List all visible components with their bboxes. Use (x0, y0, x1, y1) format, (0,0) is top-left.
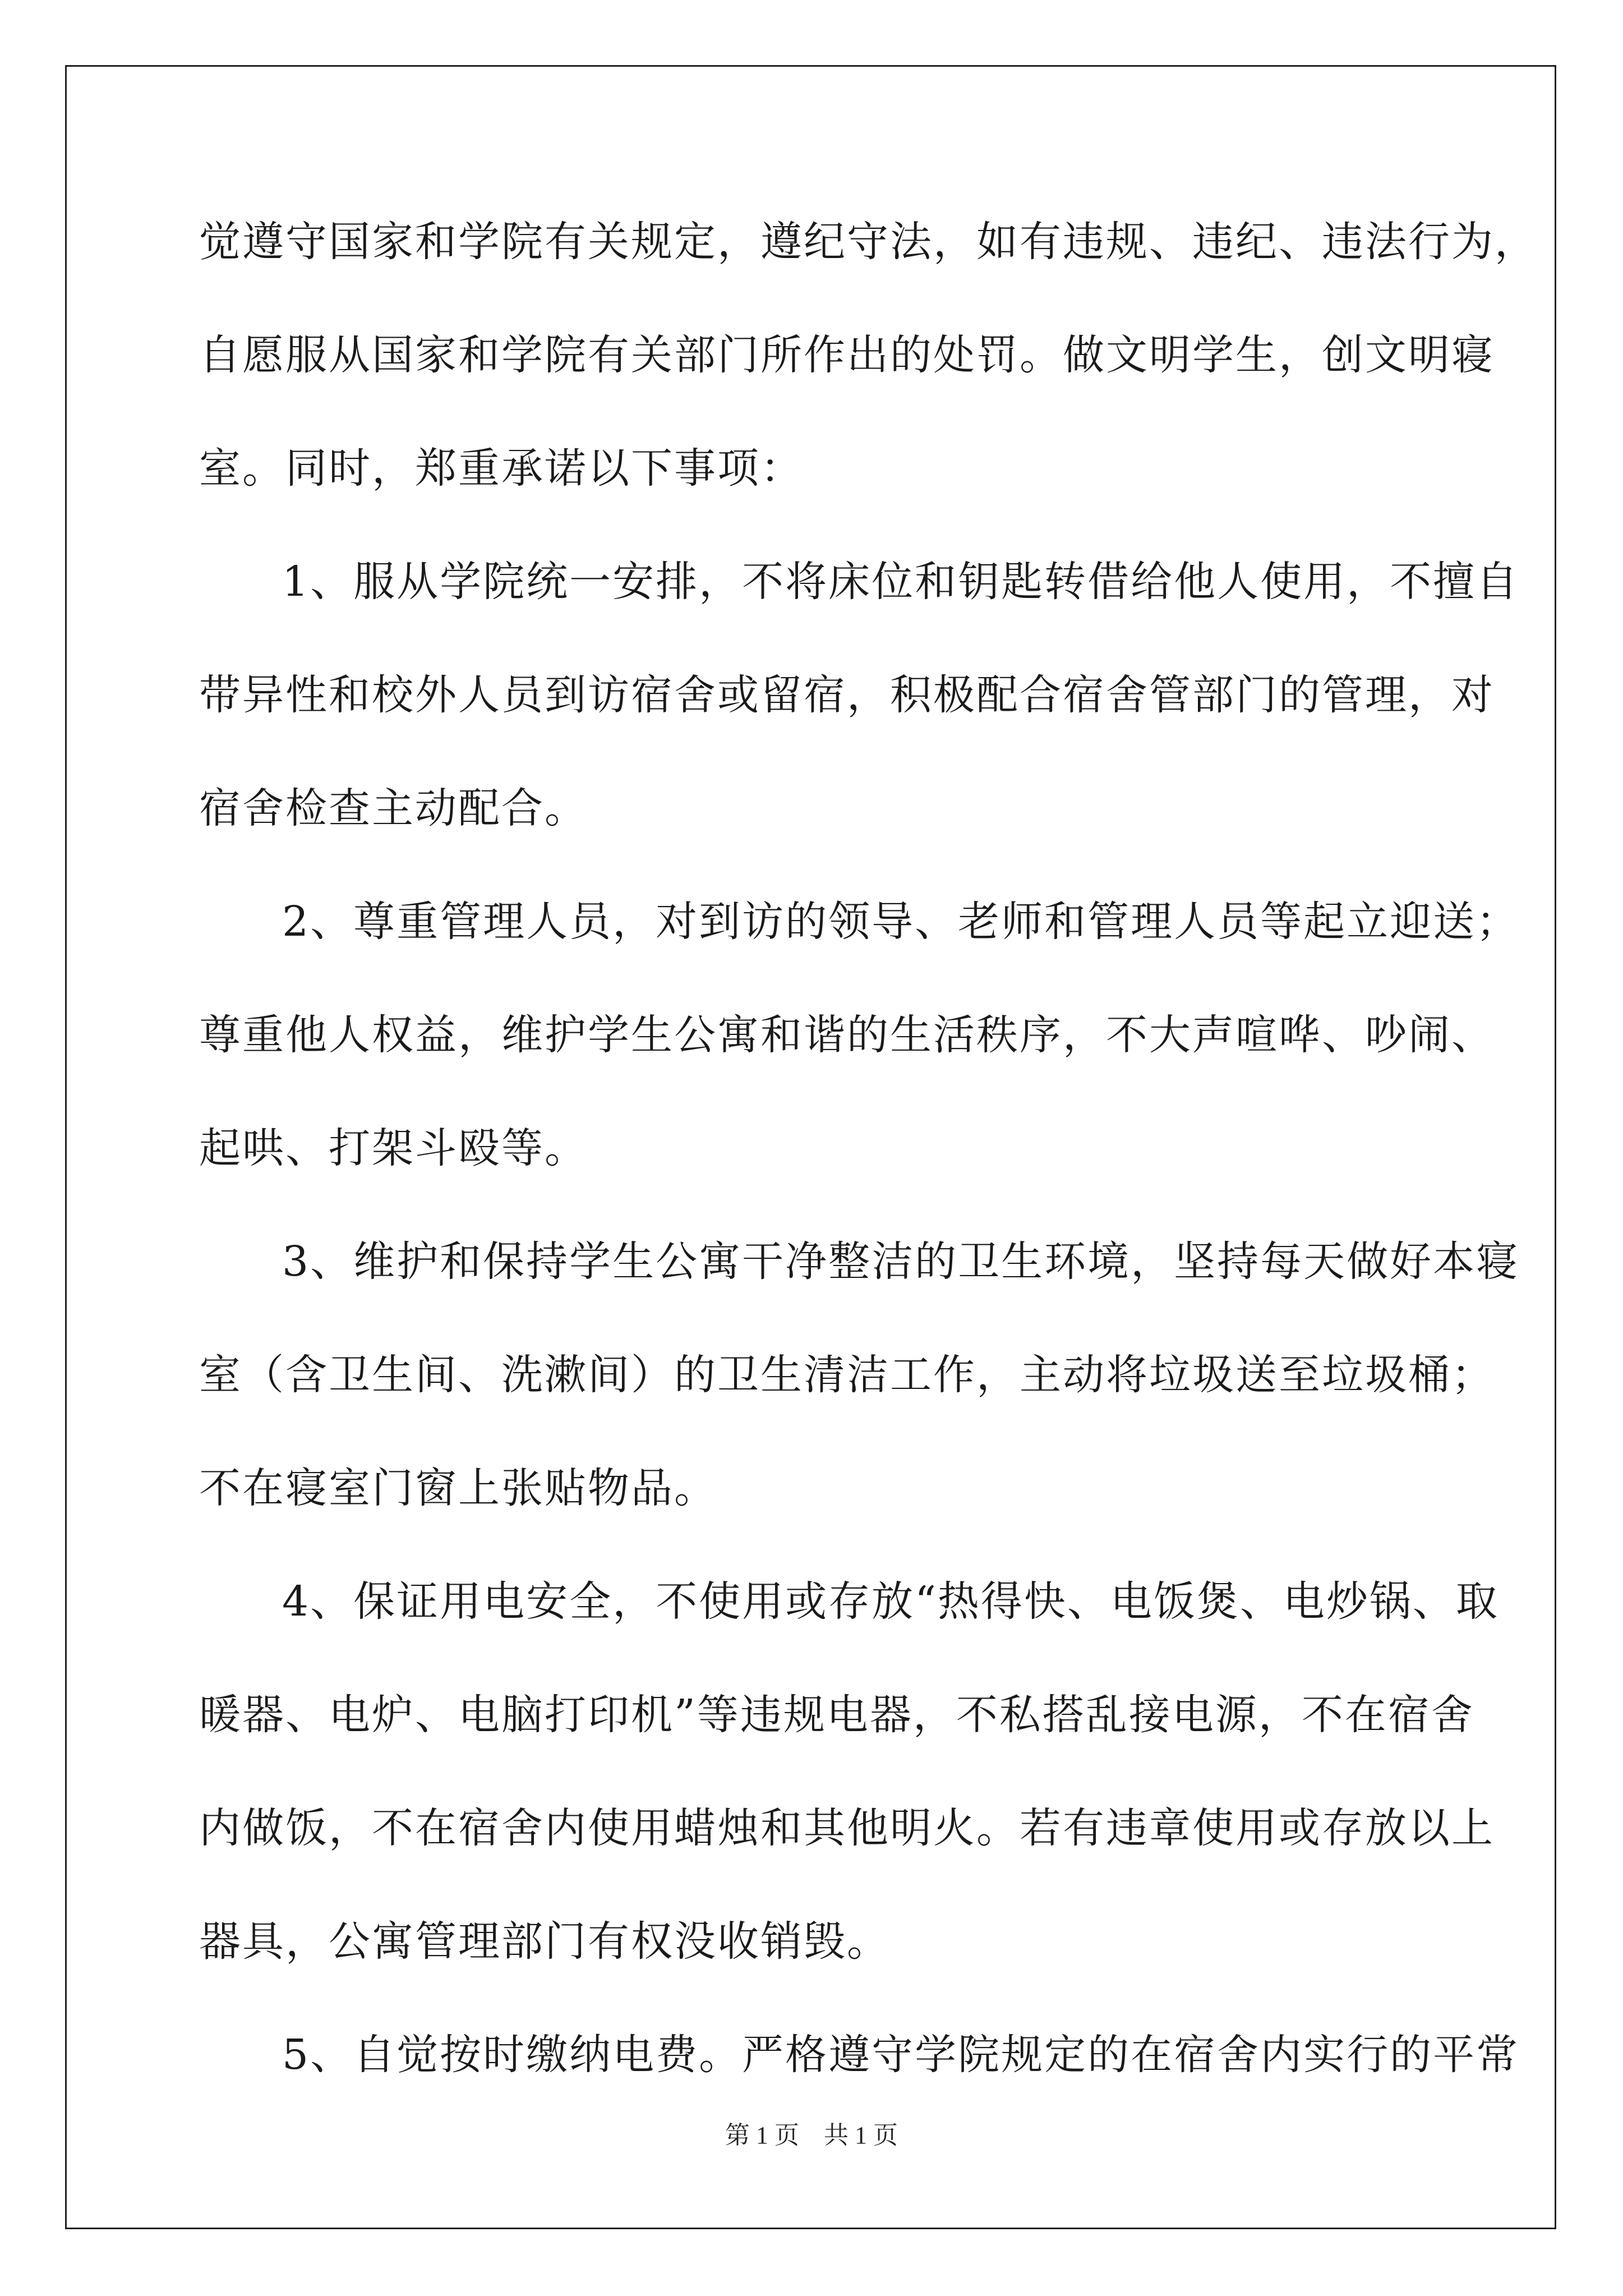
item-1-first-line: 1、服从学院统一安排，不将床位和钥匙转借给他人使用，不擅自 (282, 558, 1520, 606)
text-line: 自愿服从国家和学院有关部门所作出的处罚。做文明学生，创文明寝 (199, 331, 1495, 379)
text-line: 带异性和校外人员到访宿舍或留宿，积极配合宿舍管部门的管理，对 (199, 671, 1495, 719)
item-2-first-line: 2、尊重管理人员，对到访的领导、老师和管理人员等起立迎送； (282, 898, 1520, 946)
item-4-first-line: 4、保证用电安全，不使用或存放“热得快、电饭煲、电炒锅、取 (282, 1577, 1499, 1626)
text-line: 起哄、打架斗殴等。 (199, 1124, 588, 1172)
item-5-first-line: 5、自觉按时缴纳电费。严格遵守学院规定的在宿舍内实行的平常 (282, 2031, 1520, 2079)
text-line: 不在寝室门窗上张贴物品。 (199, 1464, 717, 1512)
text-line: 器具，公寓管理部门有权没收销毁。 (199, 1917, 890, 1966)
document-body (199, 185, 1538, 2111)
text-line: 觉遵守国家和学院有关规定，遵纪守法，如有违规、违纪、违法行为， (199, 218, 1538, 266)
text-line: 宿舍检查主动配合。 (199, 784, 588, 832)
text-line: 尊重他人权益，维护学生公寓和谐的生活秩序，不大声喧哗、吵闹、 (199, 1011, 1495, 1059)
text-line: 内做饭，不在宿舍内使用蜡烛和其他明火。若有违章使用或存放以上 (199, 1804, 1495, 1852)
page-number: 第 1 页 共 1 页 (725, 2122, 898, 2149)
item-3-first-line: 3、维护和保持学生公寓干净整洁的卫生环境，坚持每天做好本寝 (282, 1237, 1520, 1286)
text-line: 室（含卫生间、洗漱间）的卫生清洁工作，主动将垃圾送至垃圾桶； (199, 1351, 1495, 1399)
text-line: 室。同时，郑重承诺以下事项： (199, 444, 804, 493)
text-line: 暖器、电炉、电脑打印机”等违规电器，不私搭乱接电源，不在宿舍 (199, 1691, 1474, 1739)
